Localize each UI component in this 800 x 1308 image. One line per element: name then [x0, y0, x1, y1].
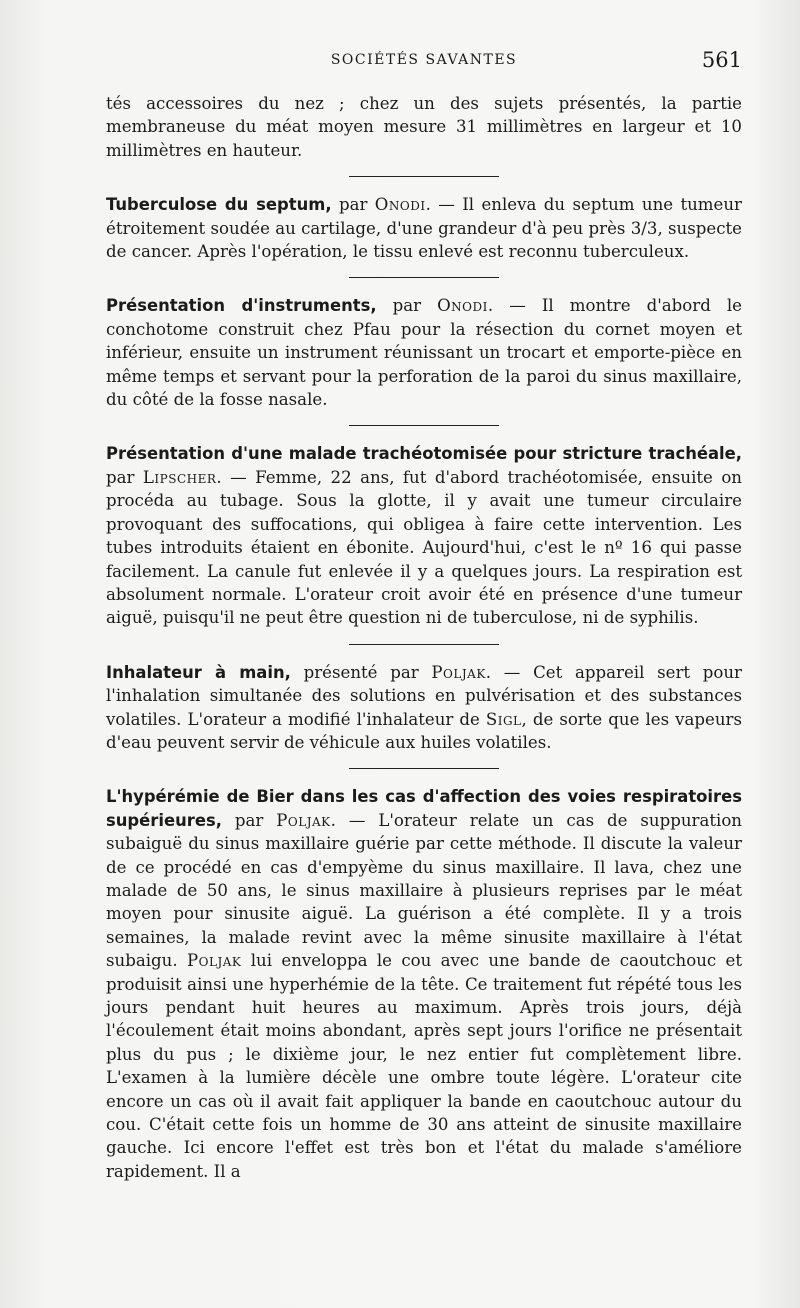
section-paragraph	[106, 442, 742, 629]
section-pre: par	[106, 467, 143, 487]
section-divider	[349, 768, 499, 769]
section-paragraph	[106, 193, 742, 263]
section-text: . — Femme, 22 ans, fut d'abord trachéotomisée, ensuite on procéda au tubage. Sous la glotte, il y avait une tumeur circulaire provoquant des suffocations, qui obligea à faire cette intervention. Les tubes introduits étaient en ébonite. Aujourd'hui, c'est le nº 16 qui passe facilement. La canule fut enlevée il y a quelques jours. La respiration est absolument normale. L'orateur croit avoir été en présence d'une tumeur aiguë, puisqu'il ne peut être question ni de tuberculose, ni de syphilis.	[106, 467, 742, 628]
section-heading: Tuberculose du septum,	[106, 195, 332, 215]
section-author: Onodi	[437, 296, 488, 316]
section-paragraph	[106, 294, 742, 411]
section-pre: par	[221, 810, 277, 830]
running-head: SOCIÉTÉS SAVANTES	[330, 52, 518, 68]
section-author-2: Poljak	[186, 951, 242, 971]
section-heading: Présentation d'instruments,	[106, 296, 377, 316]
section-divider	[349, 176, 499, 177]
section-text: . — L'orateur relate un cas de suppuration subaiguë du sinus maxillaire guérie par cette méthode. Il discute la valeur de ce procédé en cas d'empyème du sinus maxillaire. Il lava, chez une malade de 50 ans, le sinus maxillaire à plusieurs reprises par le méat moyen pour sinusite aiguë. La guérison a été complète. Il y a trois semaines, la malade revint avec la même sinusite maxillaire à l'état subaigu.	[106, 810, 742, 971]
section-text-2: lui enveloppa le cou avec une bande de caoutchouc et produisit ainsi une hyperhémie de la tête. Ce traitement fut répété tous les jours pendant huit heures au maximum. Après trois jours, déjà l'écoulement était moins abondant, après sept jours l'orifice ne présentait plus du pus ; le dixième jour, le nez entier fut complètement libre. L'examen à la lumière décèle une ombre toute légère. L'orateur cite encore un cas où il avait fait appliquer la bande en caoutchouc autour du cou. C'était cette fois un homme de 30 ans atteint de sinusite maxillaire gauche. Ici encore l'effet est très bon et l'état du malade s'améliore rapidement. Il a	[106, 951, 743, 1181]
section-heading: Présentation d'une malade trachéotomisée pour stricture trachéale,	[106, 444, 742, 464]
section-divider	[349, 644, 499, 645]
section-pre: présenté par	[290, 662, 432, 682]
section-text: . — Il montre d'abord le conchotome construit chez Pfau pour la résection du cornet moyen et inférieur, ensuite un instrument réunissant un trocart et emporte-pièce en même temps et servant pour la perforation de la paroi du sinus maxillaire, du côté de la fosse nasale.	[106, 296, 742, 410]
section-author: Onodi	[374, 195, 426, 215]
section-author: Lipscher	[142, 467, 217, 487]
section-hyperemie	[106, 785, 742, 1183]
continuation-paragraph: tés accessoires du nez ; chez un des sujets présentés, la partie membraneuse du méat moyen mesure 31 millimètres en largeur et 10 millimètres en hauteur.	[106, 94, 742, 160]
section-paragraph	[106, 661, 742, 755]
section-instruments	[106, 294, 742, 411]
section-text-2: , de sorte que les vapeurs d'eau peuvent servir de véhicule aux huiles volatiles.	[106, 709, 742, 752]
section-heading: L'hypérémie de Bier dans les cas d'affection des voies respiratoires supérieures,	[106, 787, 742, 830]
section-tracheotomisee	[106, 442, 742, 629]
section-inhalateur	[106, 661, 742, 755]
section-pre: par	[376, 296, 438, 316]
section-text: . — Il enleva du septum une tumeur étroitement soudée au cartilage, d'une grandeur d'à peu près 3/3, suspecte de cancer. Après l'opération, le tissu enlevé est reconnu tuberculeux.	[106, 195, 742, 262]
section-author-2: Sigl	[485, 709, 522, 729]
section-divider	[349, 277, 499, 278]
section-text: . — Cet appareil sert pour l'inhalation simultanée des solutions en pulvérisation et des substances volatiles. L'orateur a modifié l'inhalateur de	[106, 662, 742, 729]
page-number: 561	[701, 48, 742, 72]
page-header	[106, 48, 742, 78]
section-paragraph	[106, 785, 742, 1183]
section-divider	[349, 425, 499, 426]
page-body	[106, 92, 742, 1183]
section-heading: Inhalateur à main,	[106, 662, 291, 682]
section-pre: par	[331, 195, 375, 215]
section-author: Poljak	[431, 662, 486, 682]
section-tuberculose	[106, 193, 742, 263]
section-author: Poljak	[276, 810, 331, 830]
